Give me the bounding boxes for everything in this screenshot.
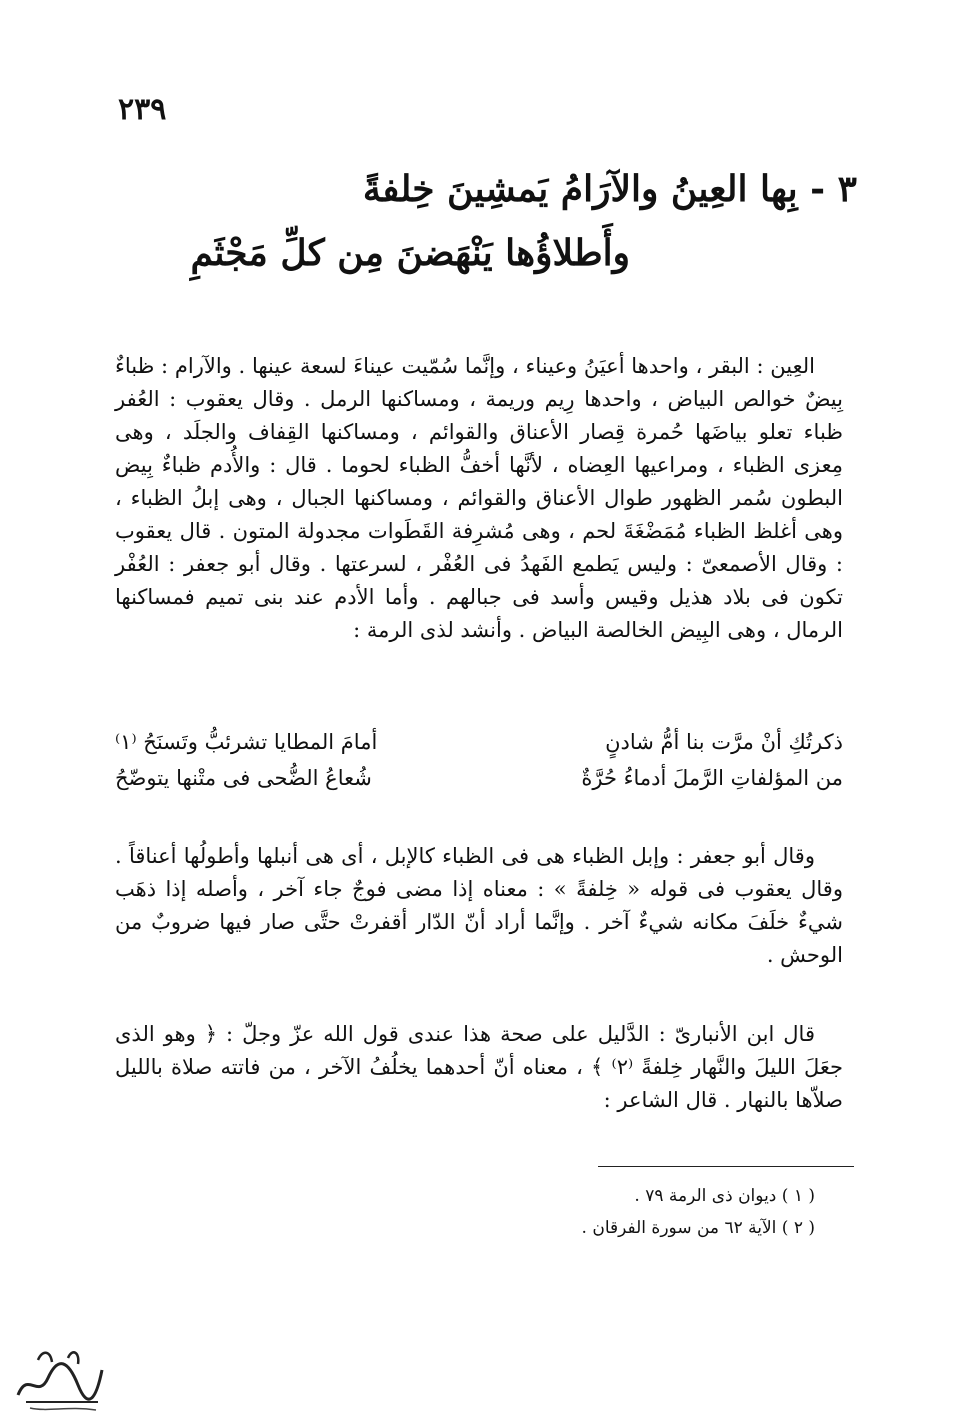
- quoted-verse-hemistich: ذكرتُكِ أنْ مرَّت بنا أمُّ شادنٍ: [605, 730, 843, 754]
- commentary-paragraph: قال ابن الأنبارىّ : الدَّليل على صحة هذا عندى قول الله عزّ وجلّ : ﴿ وهو الذى جعَلَ الليلَ والنَّهار خِلفةً ⁽٢⁾ ﴾ ، معناه أنّ أحدهما يخلُفُ الآخر ، من فاتته صلاة بالليل صلاّها بالنهار . قال الشاعر :: [115, 1022, 843, 1112]
- calligraphy-stamp-icon: [8, 1340, 108, 1414]
- quoted-verse-hemistich: شُعاعُ الضُّحى فى متْنها يتوضّحُ: [115, 766, 372, 790]
- commentary-ibn-anbari: [115, 1018, 843, 1117]
- verse-line-2: وأَطلاؤُها يَنْهَضنَ مِن كلِّ مَجْثَمِ: [190, 232, 630, 274]
- commentary-paragraph: العِين : البقر ، واحدها أعيَنُ وعيناء ، وإنَّما سُمّيت عيناءَ لسعة عينها . والآرام : ظباءٌ بِيضٌ خوالص البياض ، واحدها رِيم وريمة ، ومساكنها الرمل . وقال يعقوب : العُفر ظباء تعلو بياضَها حُمرة قِصار الأعناق والقوائم ، ومساكنها القِفاف والجلَد ، وهى مِعزى الظباء ، ومراعيها العِضاه ، لأنَّها أخفُّ الظباء لحوما . قال : والأُدم ظباءٌ بِيض البطون سُمر الظهور طوال الأعناق والقوائم ، ومساكنها الجبال ، وهى إبلُ الظباء ، وهى أغلظ الظباء مُمَضْغَةَ لحم ، وهى مُشرِفة القَطَوات مجدولة المتون . قال يعقوب : وقال الأصمعىّ : وليس يَطمع الفَهدُ فى العُفْر ، لسرعتها . وقال أبو جعفر : العُفْر تكون فى بلاد هذيل وقيس وأسد فى جبالهم . وأما الأدم عند بنى تميم فمساكنها الرمال ، وهى البِيض الخالصة البياض . وأنشد لذى الرمة :: [115, 354, 843, 642]
- quoted-verse-hemistich: أمامَ المطايا تشرئبُّ وتَسنَحُ ⁽١⁾: [115, 730, 378, 754]
- footnote-1: ( ١ ) ديوان ذى الرمة ٧٩ .: [634, 1186, 815, 1206]
- quoted-verse-line-1: [115, 730, 843, 766]
- verse-line-1: ٣ - بِها العِينُ والآرَامُ يَمشِينَ خِلفةً: [362, 168, 857, 210]
- library-stamp-logo: [8, 1340, 108, 1414]
- quoted-verse-hemistich: من المؤلفاتِ الرَّملَ أدماءُ حُرَّةٌ: [581, 766, 843, 790]
- footnote-divider: [598, 1166, 854, 1167]
- commentary-main: [115, 350, 843, 647]
- footnotes: [582, 1180, 815, 1244]
- quoted-verse-line-2: [115, 766, 843, 802]
- footnote-2: ( ٢ ) الآية ٦٢ من سورة الفرقان .: [581, 1218, 815, 1238]
- commentary-paragraph: وقال أبو جعفر : وإبل الظباء هى فى الظباء كالإبل ، أى هى أنبلها وأطولُها أعناقاً . وقال يعقوب فى قوله « خِلفةً » : معناه إذا مضى فوجٌ جاء آخر ، وأصله إذا ذهَب شيءٌ خلَفَ مكانه شيءٌ آخر . وإنَّما أراد أنّ الدّار أقفرتْ حتَّى صار فيها ضروبٌ من الوحش .: [115, 844, 843, 967]
- page-number: ٢٣٩: [118, 92, 167, 127]
- quoted-verse: [115, 730, 843, 802]
- commentary-abu-jafar: [115, 840, 843, 972]
